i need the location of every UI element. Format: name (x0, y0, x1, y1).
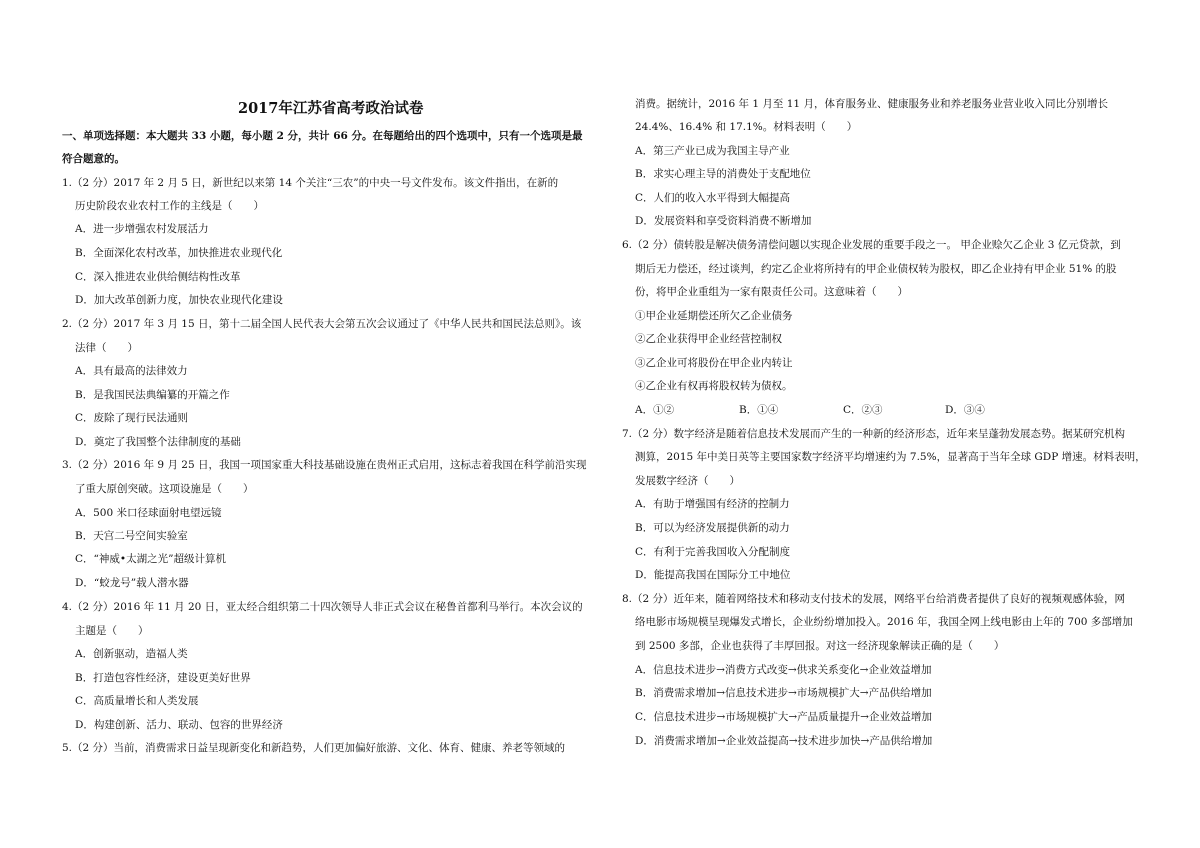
q6-stem-line2: 期后无力偿还，经过谈判，约定乙企业将所持有的甲企业债权转为股权，即乙企业持有甲企业 51% 的股 (635, 263, 1117, 275)
q6-item-4: ④乙企业有权再将股权转为债权。 (635, 380, 793, 392)
q8-option-b: B．消费需求增加→信息技术进步→市场规模扩大→产品供给增加 (635, 687, 932, 699)
q3-stem-line2: 了重大原创突破。这项设施是（ ） (75, 483, 254, 495)
q1-stem-line2: 历史阶段农业农村工作的主线是（ ） (75, 200, 264, 212)
exam-title: 2017年江苏省高考政治试卷 (238, 100, 424, 117)
q2-option-c: C．废除了现行民法通则 (75, 412, 189, 424)
q3-stem-line1: 3.（2 分）2016 年 9 月 25 日，我国一项国家重大科技基础设施在贵州正式启用，这标志着我国在科学前沿实现 (62, 459, 587, 471)
q5-stem-line1: 5.（2 分）当前，消费需求日益呈现新变化和新趋势，人们更加偏好旅游、文化、体育、健康、养老等领域的 (62, 742, 566, 754)
q3-option-d: D．“蛟龙号”载人潜水器 (75, 577, 189, 589)
q1-option-c: C．深入推进农业供给侧结构性改革 (75, 271, 241, 283)
q6-option-c: C．②③ (843, 404, 883, 416)
q1-stem-line1: 1.（2 分）2017 年 2 月 5 日，新世纪以来第 14 个关注“三农”的中央一号文件发布。该文件指出，在新的 (62, 177, 559, 189)
q2-stem-line1: 2.（2 分）2017 年 3 月 15 日，第十二届全国人民代表大会第五次会议通过了《中华人民共和国民法总则》。该 (62, 318, 582, 330)
q4-stem-line2: 主题是（ ） (75, 625, 149, 637)
q8-option-c: C．信息技术进步→市场规模扩大→产品质量提升→企业效益增加 (635, 711, 932, 723)
q3-option-c: C．“神威•太湖之光”超级计算机 (75, 553, 226, 565)
q4-stem-line1: 4.（2 分）2016 年 11 月 20 日，亚太经合组织第二十四次领导人非正式会议在秘鲁首都利马举行。本次会议的 (62, 601, 583, 613)
q3-option-a: A．500 米口径球面射电望远镜 (75, 507, 222, 519)
q4-option-b: B．打造包容性经济，建设更美好世界 (75, 672, 251, 684)
q7-option-c: C．有利于完善我国收入分配制度 (635, 546, 791, 558)
q6-item-3: ③乙企业可将股份在甲企业内转让 (635, 357, 793, 369)
q2-option-b: B．是我国民法典编纂的开篇之作 (75, 389, 230, 401)
section-heading-line2: 符合题意的。 (62, 153, 125, 165)
q5-option-b: B．求实心理主导的消费处于支配地位 (635, 168, 811, 180)
q1-option-d: D．加大改革创新力度，加快农业现代化建设 (75, 294, 283, 306)
q7-stem-line3: 发展数字经济（ ） (635, 475, 740, 487)
q7-option-b: B．可以为经济发展提供新的动力 (635, 522, 790, 534)
q5-stem-line3: 24.4%、16.4% 和 17.1%。材料表明（ ） (635, 121, 858, 133)
q5-stem-line2: 消费。据统计，2016 年 1 月至 11 月，体育服务业、健康服务业和养老服务业营业收入同比分别增长 (635, 98, 1108, 110)
q8-option-a: A．信息技术进步→消费方式改变→供求关系变化→企业效益增加 (635, 664, 932, 676)
q6-item-1: ①甲企业延期偿还所欠乙企业债务 (635, 310, 793, 322)
q6-option-d: D．③④ (945, 404, 985, 416)
q8-stem-line2: 络电影市场规模呈现爆发式增长，企业纷纷增加投入。2016 年，我国全网上线电影由上年的 700 多部增加 (635, 616, 1133, 628)
q6-option-a: A．①② (635, 404, 675, 416)
q2-option-d: D．奠定了我国整个法律制度的基础 (75, 436, 241, 448)
q5-option-a: A．第三产业已成为我国主导产业 (635, 145, 790, 157)
q2-stem-line2: 法律（ ） (75, 342, 138, 354)
q5-option-c: C．人们的收入水平得到大幅提高 (635, 192, 791, 204)
q7-stem-line2: 测算，2015 年中美日英等主要国家数字经济平均增速约为 7.5%，显著高于当年全球 GDP 增速。材料表明， (635, 451, 1146, 463)
q6-option-b: B．①④ (739, 404, 779, 416)
q4-option-d: D．构建创新、活力、联动、包容的世界经济 (75, 719, 283, 731)
q4-option-c: C．高质量增长和人类发展 (75, 695, 199, 707)
q7-option-d: D．能提高我国在国际分工中地位 (635, 569, 791, 581)
q8-option-d: D．消费需求增加→企业效益提高→技术进步加快→产品供给增加 (635, 735, 933, 747)
q6-stem-line3: 份，将甲企业重组为一家有限责任公司。这意味着（ ） (635, 286, 908, 298)
q1-option-b: B．全面深化农村改革，加快推进农业现代化 (75, 247, 283, 259)
q1-option-a: A．进一步增强农村发展活力 (75, 223, 209, 235)
q2-option-a: A．具有最高的法律效力 (75, 365, 188, 377)
q8-stem-line3: 到 2500 多部，企业也获得了丰厚回报。对这一经济现象解读正确的是（ ） (635, 640, 1005, 652)
q6-item-2: ②乙企业获得甲企业经营控制权 (635, 333, 782, 345)
q7-stem-line1: 7.（2 分）数字经济是随着信息技术发展而产生的一种新的经济形态，近年来呈蓬勃发展态势。据某研究机构 (622, 428, 1126, 440)
q4-option-a: A．创新驱动，造福人类 (75, 648, 188, 660)
q6-stem-line1: 6.（2 分）债转股是解决债务清偿问题以实现企业发展的重要手段之一。 甲企业赊欠乙企业 3 亿元贷款，到 (622, 239, 1121, 251)
section-heading-line1: 一、单项选择题：本大题共 33 小题，每小题 2 分，共计 66 分。在每题给出的四个选项中，只有一个选项是最 (62, 130, 583, 142)
q8-stem-line1: 8.（2 分）近年来，随着网络技术和移动支付技术的发展，网络平台给消费者提供了良好的视频观感体验，网 (622, 593, 1126, 605)
q5-option-d: D．发展资料和享受资料消费不断增加 (635, 215, 812, 227)
q3-option-b: B．天宫二号空间实验室 (75, 530, 188, 542)
q7-option-a: A．有助于增强国有经济的控制力 (635, 498, 790, 510)
